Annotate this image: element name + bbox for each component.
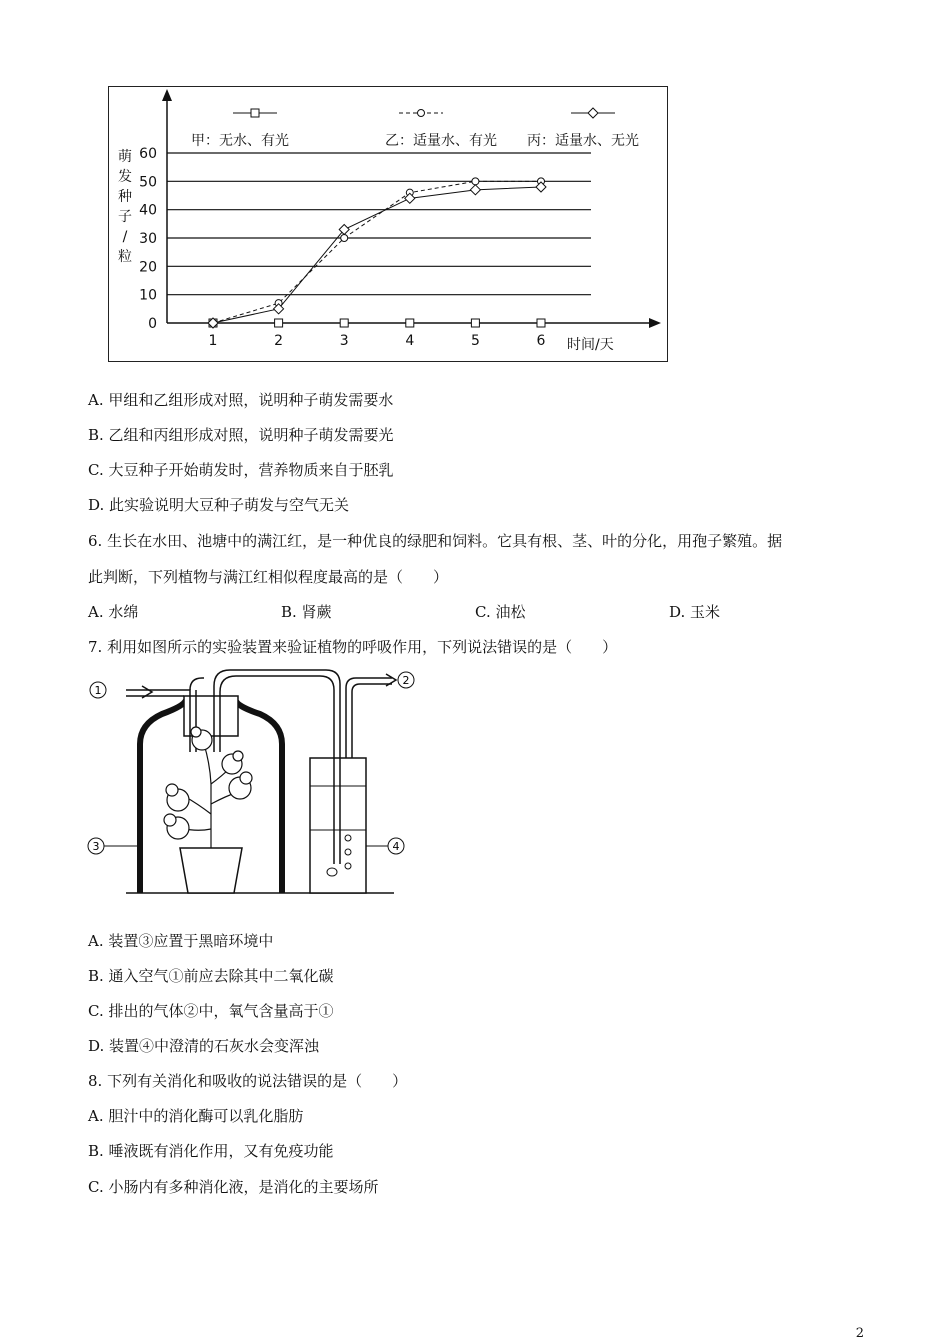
- q6-stem-line1: 6. 生长在水田、池塘中的满江红，是一种优良的绿肥和饲料。它具有根、茎、叶的分化，用孢子繁殖。据: [88, 532, 783, 550]
- q6-option-a: A. 水绵: [88, 603, 139, 621]
- marker-diamond: [470, 185, 480, 195]
- q5-option-b: B. 乙组和丙组形成对照，说明种子萌发需要光: [88, 426, 394, 444]
- y-axis-label-char: 种: [118, 189, 132, 205]
- y-axis-label-char: 发: [118, 169, 132, 185]
- x-tick-label: 6: [536, 333, 546, 349]
- q5-option-a: A. 甲组和乙组形成对照，说明种子萌发需要水: [88, 391, 394, 409]
- series-line-2: [213, 187, 541, 323]
- svg-text:3: 3: [92, 840, 100, 853]
- y-axis-label-char: /: [122, 229, 128, 245]
- marker-circle: [341, 235, 348, 242]
- q5-option-d: D. 此实验说明大豆种子萌发与空气无关: [88, 496, 350, 514]
- label-4-badge: [388, 838, 404, 854]
- y-tick-label: 0: [148, 316, 157, 332]
- respiration-apparatus-diagram: [86, 664, 416, 896]
- x-tick-label: 2: [274, 333, 284, 349]
- q7-option-d: D. 装置④中澄清的石灰水会变浑浊: [88, 1037, 320, 1055]
- y-axis-label-char: 萌: [118, 149, 132, 165]
- q5-option-c: C. 大豆种子开始萌发时，营养物质来自于胚乳: [88, 461, 394, 479]
- q8-option-a: A. 胆汁中的消化酶可以乳化脂肪: [88, 1107, 304, 1125]
- q6-option-c: C. 油松: [475, 603, 526, 621]
- x-tick-label: 1: [208, 333, 218, 349]
- marker-square: [537, 319, 545, 327]
- q7-option-c: C. 排出的气体②中，氧气含量高于①: [88, 1002, 334, 1020]
- marker-square: [251, 109, 259, 117]
- y-tick-label: 40: [139, 202, 157, 219]
- y-tick-label: 30: [139, 231, 157, 247]
- q7-option-b: B. 通入空气①前应去除其中二氧化碳: [88, 967, 334, 985]
- marker-square: [471, 319, 479, 327]
- q8-option-b: B. 唾液既有消化作用，又有免疫功能: [88, 1142, 334, 1160]
- q6-option-d: D. 玉米: [669, 603, 721, 621]
- q8-stem: 8. 下列有关消化和吸收的说法错误的是（ ）: [88, 1072, 408, 1090]
- marker-diamond: [405, 193, 415, 203]
- svg-text:2: 2: [402, 674, 410, 687]
- q6-options: [88, 602, 868, 622]
- germination-chart: [108, 86, 668, 362]
- y-axis-label-char: 粒: [118, 249, 132, 265]
- chart-canvas: [109, 87, 667, 361]
- svg-text:4: 4: [392, 840, 400, 853]
- series-line-1: [213, 181, 541, 323]
- label-1-badge: [90, 682, 106, 698]
- x-axis-label: 时间/天: [567, 337, 614, 353]
- x-tick-label: 3: [339, 333, 349, 349]
- x-tick-label: 5: [470, 333, 480, 349]
- legend-label-1: 乙：适量水、有光: [385, 133, 497, 149]
- legend-label-2: 丙：适量水、无光: [527, 133, 639, 149]
- q7-stem: 7. 利用如图所示的实验装置来验证植物的呼吸作用，下列说法错误的是（ ）: [88, 638, 618, 656]
- q6-option-b: B. 肾蕨: [281, 603, 332, 621]
- y-tick-label: 60: [139, 146, 157, 162]
- x-axis-arrow: [649, 318, 661, 328]
- legend-label-0: 甲：无水、有光: [191, 133, 289, 149]
- svg-text:1: 1: [94, 684, 102, 697]
- y-axis-arrow: [162, 89, 172, 101]
- marker-square: [406, 319, 414, 327]
- y-axis-label-char: 子: [118, 209, 132, 225]
- marker-square: [275, 319, 283, 327]
- marker-square: [340, 319, 348, 327]
- y-tick-label: 50: [139, 174, 157, 191]
- x-tick-label: 4: [405, 333, 415, 349]
- label-2-badge: [398, 672, 414, 688]
- marker-diamond: [588, 108, 598, 118]
- q6-stem-line2: 此判断，下列植物与满江红相似程度最高的是（ ）: [88, 568, 449, 586]
- q7-option-a: A. 装置③应置于黑暗环境中: [88, 932, 274, 950]
- y-tick-label: 20: [139, 259, 157, 276]
- marker-diamond: [536, 182, 546, 192]
- label-3-badge: [88, 838, 104, 854]
- q8-option-c: C. 小肠内有多种消化液，是消化的主要场所: [88, 1178, 379, 1196]
- y-tick-label: 10: [139, 287, 157, 304]
- marker-circle: [472, 178, 479, 185]
- marker-circle: [418, 110, 425, 117]
- page-number: 2: [855, 1326, 864, 1341]
